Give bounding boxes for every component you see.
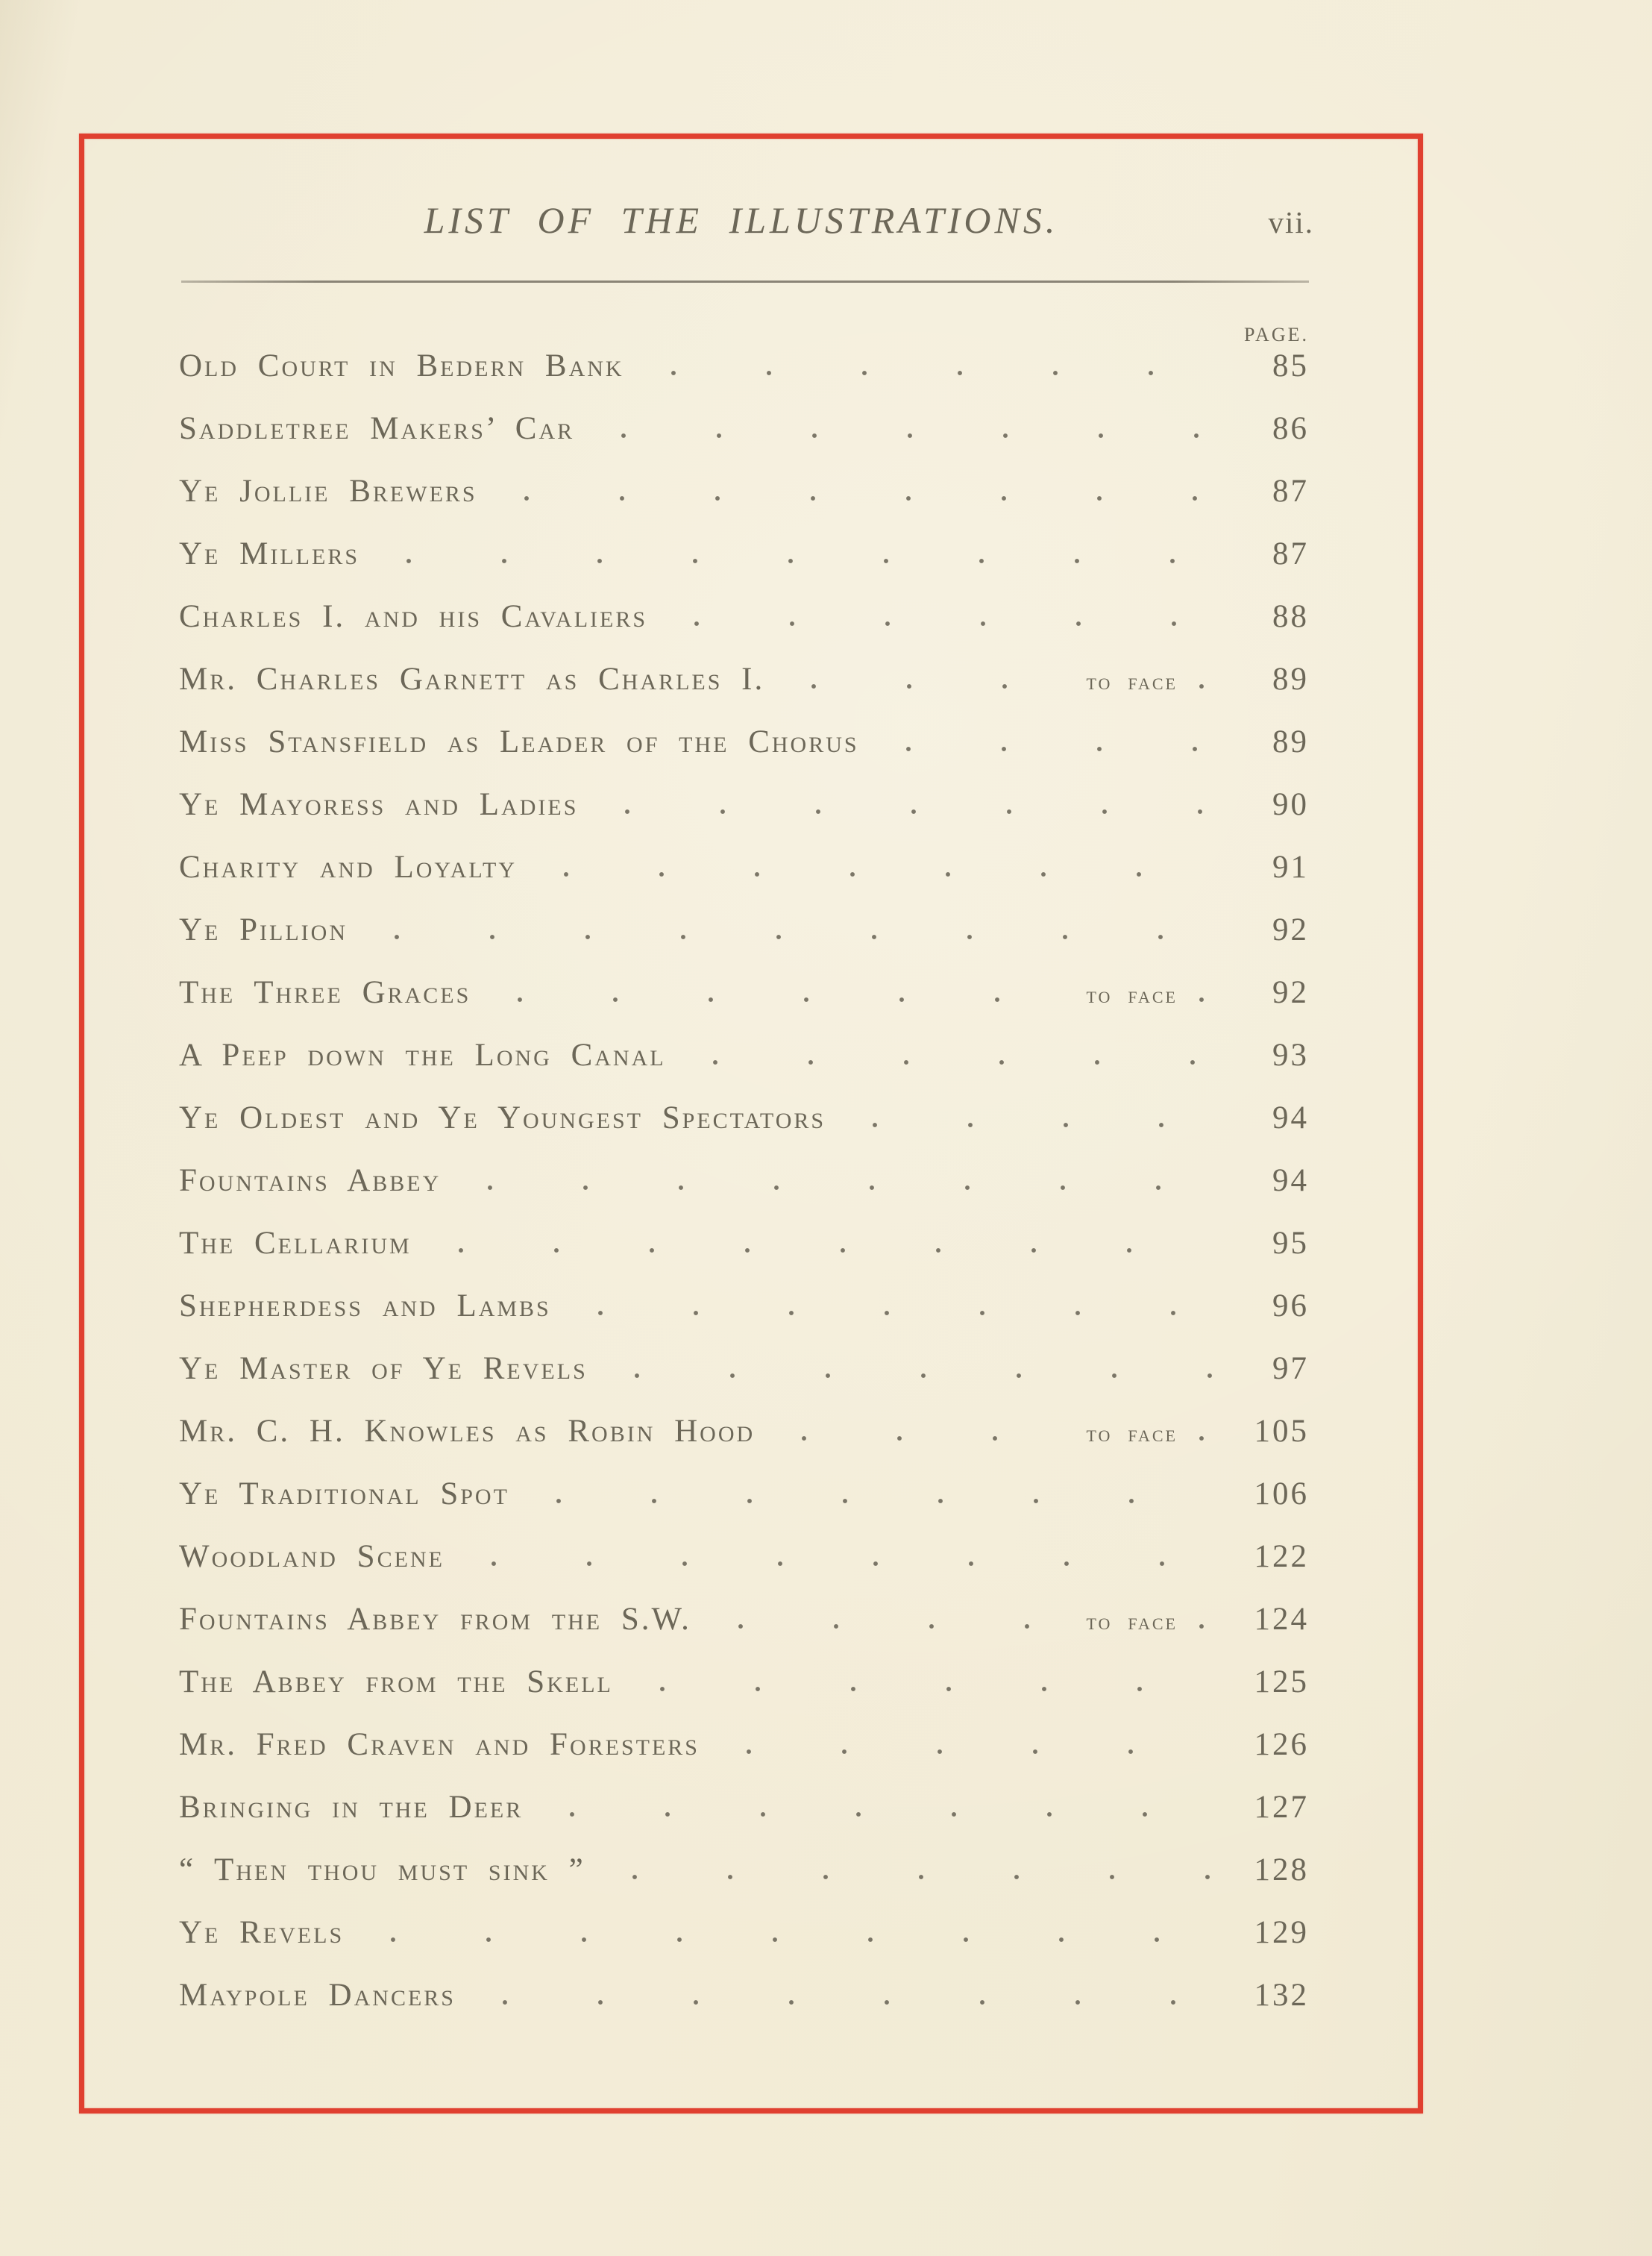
illustration-title: Shepherdess and Lambs [179,1288,551,1323]
illustration-title: Mr. Fred Craven and Foresters [179,1727,700,1762]
list-item [179,1916,1309,1978]
illustration-title: Mr. C. H. Knowles as Robin Hood [179,1414,756,1449]
leader-dots [373,933,1215,940]
illustration-title: Bringing in the Deer [179,1790,524,1825]
list-item [179,1665,1309,1728]
page-number: 89 [1272,662,1309,697]
leader-dots [385,557,1215,564]
page-number: 124 [1254,1602,1309,1637]
illustration-title: Ye Oldest and Ye Youngest Spectators [179,1100,826,1135]
to-face-label: to face [1086,981,1178,1008]
leader-dots [691,1059,1215,1065]
page-number: 92 [1272,975,1309,1010]
illustration-title: Woodland Scene [179,1539,445,1574]
page-number: 91 [1272,850,1309,885]
list-item [179,1289,1309,1352]
page-number: 94 [1272,1163,1309,1198]
page-number: 105 [1254,1414,1309,1449]
page-number: 97 [1272,1351,1309,1386]
illustration-title: Ye Revels [179,1915,345,1950]
leader-dot [1178,683,1225,689]
to-face-label: to face [1086,668,1178,695]
leader-dots [673,620,1215,627]
page-number: 95 [1272,1226,1309,1261]
illustration-title: The Three Graces [179,975,471,1010]
leader-dots [725,1748,1215,1755]
leader-dots [542,871,1215,877]
illustration-title: Mr. Charles Garnett as Charles I. [179,662,765,697]
page-number: 87 [1272,474,1309,509]
list-item [179,1790,1309,1853]
leader-dot [1178,1623,1225,1629]
leader-dots [369,1936,1215,1943]
page-number: 94 [1272,1100,1309,1135]
folio-number: vii. [1268,205,1314,239]
list-item [179,1101,1309,1164]
illustration-title: Fountains Abbey [179,1163,442,1198]
header-rule [181,281,1309,283]
illustration-title: Miss Stansfield as Leader of the Chorus [179,724,859,759]
illustration-title: Ye Traditional Spot [179,1476,509,1511]
leader-dots [638,1685,1215,1692]
illustrations-list [179,325,1309,2041]
leader-dots [851,1121,1215,1128]
list-item [179,537,1309,600]
list-item [179,1540,1309,1602]
leader-dots [650,369,1215,376]
list-item [179,1164,1309,1226]
page-number: 89 [1272,724,1309,759]
page-number: 87 [1272,536,1309,571]
leader-dots [613,1372,1215,1379]
list-item [179,850,1309,913]
leader-dots [885,745,1215,752]
list-item [179,913,1309,976]
page-number: 122 [1254,1539,1309,1574]
page-number: 96 [1272,1288,1309,1323]
leader-dots [437,1247,1215,1253]
leader-dots [535,1497,1215,1504]
leader-dots [481,1999,1215,2005]
leader-dots [577,1309,1215,1316]
list-item [179,976,1309,1038]
leader-dots [717,1623,1076,1629]
leader-dots [470,1560,1215,1567]
illustration-title: “ Then thou must sink ” [179,1852,585,1887]
list-item [179,1038,1309,1101]
leader-dots [603,808,1215,815]
list-item [179,1414,1309,1477]
page-number: 126 [1254,1727,1309,1762]
page-header [179,197,1314,241]
list-item [179,788,1309,850]
page-number: 127 [1254,1790,1309,1825]
illustration-title: Charles I. and his Cavaliers [179,599,648,634]
leader-dots [780,1435,1075,1441]
page-number: 88 [1272,599,1309,634]
list-item [179,1226,1309,1289]
page-number: 128 [1254,1852,1309,1887]
rows [179,349,1309,2041]
list-item [179,349,1309,412]
page-number: 129 [1254,1915,1309,1950]
illustration-title: Ye Master of Ye Revels [179,1351,588,1386]
leader-dot [1178,996,1225,1003]
leader-dots [496,996,1075,1003]
list-item [179,600,1309,662]
leader-dots [611,1873,1215,1880]
to-face-label: to face [1086,1608,1178,1635]
page-title: LIST OF THE ILLUSTRATIONS. [424,199,1059,241]
list-item [179,474,1309,537]
leader-dots [466,1184,1215,1191]
list-item [179,1602,1309,1665]
page-number: 86 [1272,411,1309,446]
list-item [179,725,1309,788]
illustration-title: Ye Pillion [179,912,348,947]
illustration-title: Charity and Loyalty [179,850,517,885]
page-number: 106 [1254,1476,1309,1511]
leader-dots [548,1811,1215,1817]
to-face-label: to face [1086,1420,1178,1447]
list-item [179,1352,1309,1414]
list-item [179,662,1309,725]
list-item [179,1978,1309,2041]
page-number: 125 [1254,1664,1309,1699]
illustration-title: Ye Mayoress and Ladies [179,787,579,822]
page-number: 93 [1272,1038,1309,1073]
page-number: 85 [1272,348,1309,383]
list-item [179,1477,1309,1540]
illustration-title: Maypole Dancers [179,1978,456,2013]
leader-dots [503,495,1215,501]
leader-dots [600,432,1215,439]
list-item [179,1853,1309,1916]
illustration-title: Saddletree Makers’ Car [179,411,575,446]
page-column-header: PAGE. [1243,324,1309,345]
illustration-title: The Cellarium [179,1226,412,1261]
page-number: 132 [1254,1978,1309,2013]
illustration-title: Fountains Abbey from the S.W. [179,1602,691,1637]
page-number: 92 [1272,912,1309,947]
illustration-title: Old Court in Bedern Bank [179,348,624,383]
list-item [179,412,1309,474]
page-number: 90 [1272,787,1309,822]
leader-dot [1178,1435,1225,1441]
leader-dots [790,683,1075,689]
illustration-title: A Peep down the Long Canal [179,1038,666,1073]
illustration-title: Ye Jollie Brewers [179,474,477,509]
illustration-title: The Abbey from the Skell [179,1664,613,1699]
list-item [179,1728,1309,1790]
illustration-title: Ye Millers [179,536,360,571]
